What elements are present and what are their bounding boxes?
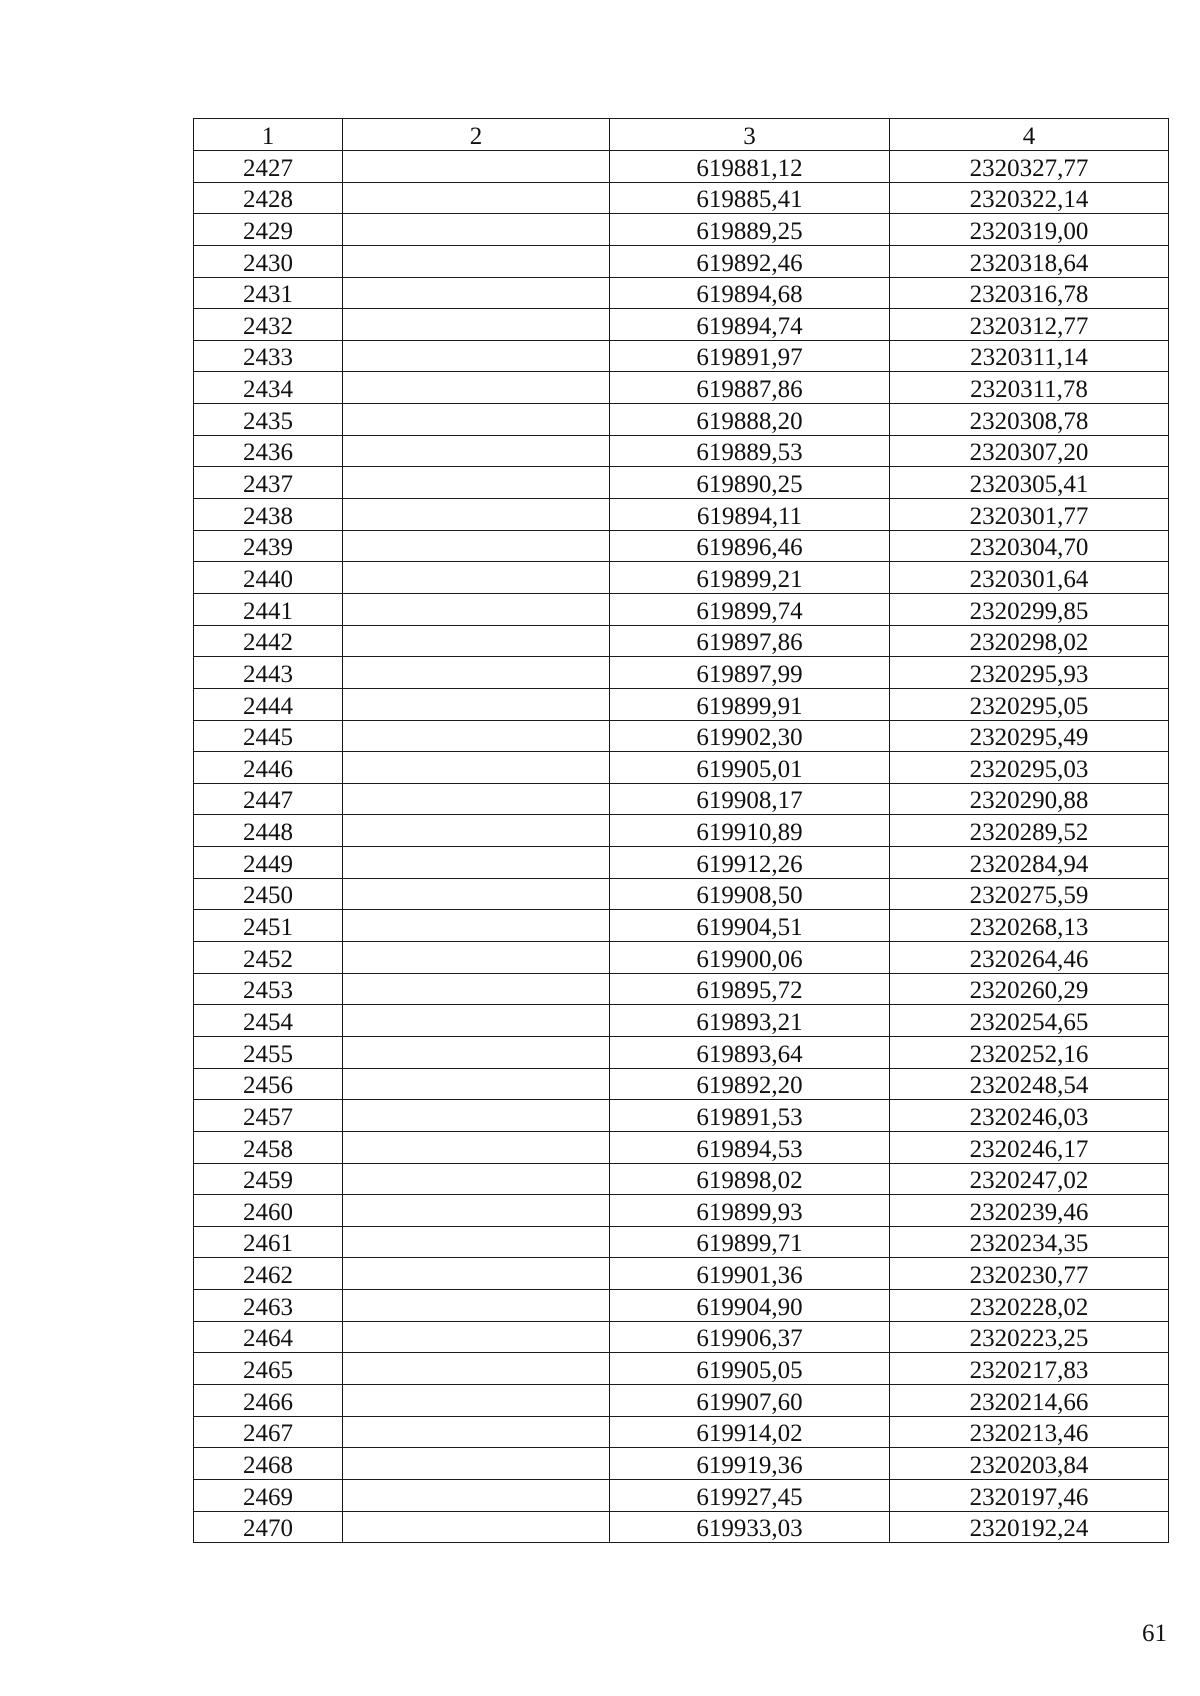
- table-row: [194, 720, 1169, 752]
- coordinate-y-cell: 2320275,59: [890, 878, 1169, 910]
- point-number-cell: 2447: [194, 783, 343, 815]
- description-cell: [343, 1195, 610, 1227]
- table-row: [194, 1384, 1169, 1416]
- table-row: [194, 847, 1169, 879]
- point-number-cell: 2466: [194, 1384, 343, 1416]
- description-cell: [343, 688, 610, 720]
- point-number-cell: 2464: [194, 1321, 343, 1353]
- point-number-cell: 2468: [194, 1448, 343, 1480]
- point-number-cell: 2439: [194, 530, 343, 562]
- table-row: [194, 1005, 1169, 1037]
- coordinate-x-cell: 619894,68: [610, 277, 890, 309]
- description-cell: [343, 1416, 610, 1448]
- coordinate-x-cell: 619899,21: [610, 562, 890, 594]
- table-row: [194, 435, 1169, 467]
- coordinate-x-cell: 619904,90: [610, 1290, 890, 1322]
- description-cell: [343, 878, 610, 910]
- point-number-cell: 2437: [194, 467, 343, 499]
- coordinate-y-cell: 2320234,35: [890, 1226, 1169, 1258]
- description-cell: [343, 340, 610, 372]
- coordinate-x-cell: 619899,91: [610, 688, 890, 720]
- table-row: [194, 372, 1169, 404]
- coordinate-y-cell: 2320295,93: [890, 657, 1169, 689]
- coordinate-x-cell: 619905,05: [610, 1353, 890, 1385]
- point-number-cell: 2452: [194, 942, 343, 974]
- table-row: [194, 783, 1169, 815]
- description-cell: [343, 1448, 610, 1480]
- point-number-cell: 2442: [194, 625, 343, 657]
- coordinate-x-cell: 619894,53: [610, 1131, 890, 1163]
- table-row: [194, 182, 1169, 214]
- header-cell-col-4: 4: [890, 119, 1169, 151]
- description-cell: [343, 151, 610, 183]
- coordinate-y-cell: 2320327,77: [890, 151, 1169, 183]
- table-row: [194, 1195, 1169, 1227]
- page-number: 61: [1142, 1620, 1167, 1647]
- coordinate-y-cell: 2320260,29: [890, 973, 1169, 1005]
- coordinate-y-cell: 2320192,24: [890, 1511, 1169, 1543]
- table-row: [194, 1100, 1169, 1132]
- table-row: [194, 1416, 1169, 1448]
- point-number-cell: 2456: [194, 1068, 343, 1100]
- table-row: [194, 1131, 1169, 1163]
- coordinate-x-cell: 619899,93: [610, 1195, 890, 1227]
- description-cell: [343, 1384, 610, 1416]
- point-number-cell: 2444: [194, 688, 343, 720]
- table-row: [194, 467, 1169, 499]
- point-number-cell: 2438: [194, 499, 343, 531]
- description-cell: [343, 1226, 610, 1258]
- table-row: [194, 625, 1169, 657]
- table-row: [194, 593, 1169, 625]
- coordinate-x-cell: 619892,46: [610, 245, 890, 277]
- table-row: [194, 1321, 1169, 1353]
- coordinate-y-cell: 2320246,17: [890, 1131, 1169, 1163]
- point-number-cell: 2430: [194, 245, 343, 277]
- coordinate-y-cell: 2320223,25: [890, 1321, 1169, 1353]
- coordinate-x-cell: 619888,20: [610, 404, 890, 436]
- table-row: [194, 340, 1169, 372]
- point-number-cell: 2458: [194, 1131, 343, 1163]
- description-cell: [343, 530, 610, 562]
- coordinate-x-cell: 619897,86: [610, 625, 890, 657]
- coordinate-x-cell: 619914,02: [610, 1416, 890, 1448]
- coordinate-x-cell: 619907,60: [610, 1384, 890, 1416]
- coordinate-x-cell: 619898,02: [610, 1163, 890, 1195]
- point-number-cell: 2431: [194, 277, 343, 309]
- table-row: [194, 1290, 1169, 1322]
- header-row: [194, 119, 1169, 151]
- coordinate-y-cell: 2320213,46: [890, 1416, 1169, 1448]
- description-cell: [343, 657, 610, 689]
- coordinate-x-cell: 619908,17: [610, 783, 890, 815]
- table-row: [194, 530, 1169, 562]
- point-number-cell: 2462: [194, 1258, 343, 1290]
- coordinate-y-cell: 2320214,66: [890, 1384, 1169, 1416]
- coordinate-y-cell: 2320304,70: [890, 530, 1169, 562]
- point-number-cell: 2463: [194, 1290, 343, 1322]
- coordinate-x-cell: 619919,36: [610, 1448, 890, 1480]
- coordinate-x-cell: 619887,86: [610, 372, 890, 404]
- coordinate-x-cell: 619894,11: [610, 499, 890, 531]
- description-cell: [343, 973, 610, 1005]
- coordinate-y-cell: 2320301,77: [890, 499, 1169, 531]
- coordinate-y-cell: 2320295,49: [890, 720, 1169, 752]
- table-row: [194, 1163, 1169, 1195]
- table-row: [194, 1479, 1169, 1511]
- table-row: [194, 309, 1169, 341]
- coordinate-x-cell: 619893,64: [610, 1036, 890, 1068]
- coordinate-y-cell: 2320203,84: [890, 1448, 1169, 1480]
- coordinate-x-cell: 619910,89: [610, 815, 890, 847]
- coordinate-x-cell: 619902,30: [610, 720, 890, 752]
- point-number-cell: 2441: [194, 593, 343, 625]
- coordinate-x-cell: 619895,72: [610, 973, 890, 1005]
- description-cell: [343, 1511, 610, 1543]
- table-row: [194, 1258, 1169, 1290]
- point-number-cell: 2445: [194, 720, 343, 752]
- point-number-cell: 2465: [194, 1353, 343, 1385]
- description-cell: [343, 1353, 610, 1385]
- point-number-cell: 2436: [194, 435, 343, 467]
- description-cell: [343, 847, 610, 879]
- coordinate-x-cell: 619893,21: [610, 1005, 890, 1037]
- coordinate-y-cell: 2320252,16: [890, 1036, 1169, 1068]
- coordinate-y-cell: 2320284,94: [890, 847, 1169, 879]
- coordinate-x-cell: 619906,37: [610, 1321, 890, 1353]
- point-number-cell: 2428: [194, 182, 343, 214]
- header-cell-col-3: 3: [610, 119, 890, 151]
- description-cell: [343, 942, 610, 974]
- description-cell: [343, 1321, 610, 1353]
- coordinate-y-cell: 2320318,64: [890, 245, 1169, 277]
- table-row: [194, 404, 1169, 436]
- description-cell: [343, 404, 610, 436]
- description-cell: [343, 815, 610, 847]
- table-row: [194, 1068, 1169, 1100]
- coordinate-y-cell: 2320308,78: [890, 404, 1169, 436]
- point-number-cell: 2446: [194, 752, 343, 784]
- table-row: [194, 1226, 1169, 1258]
- coordinate-x-cell: 619912,26: [610, 847, 890, 879]
- point-number-cell: 2470: [194, 1511, 343, 1543]
- coordinate-x-cell: 619890,25: [610, 467, 890, 499]
- description-cell: [343, 277, 610, 309]
- point-number-cell: 2443: [194, 657, 343, 689]
- coordinate-y-cell: 2320305,41: [890, 467, 1169, 499]
- coordinate-x-cell: 619933,03: [610, 1511, 890, 1543]
- point-number-cell: 2427: [194, 151, 343, 183]
- description-cell: [343, 562, 610, 594]
- table-body: [194, 151, 1169, 1543]
- description-cell: [343, 435, 610, 467]
- table-row: [194, 1036, 1169, 1068]
- coordinate-y-cell: 2320319,00: [890, 214, 1169, 246]
- point-number-cell: 2461: [194, 1226, 343, 1258]
- coordinate-y-cell: 2320228,02: [890, 1290, 1169, 1322]
- point-number-cell: 2467: [194, 1416, 343, 1448]
- description-cell: [343, 372, 610, 404]
- description-cell: [343, 1005, 610, 1037]
- description-cell: [343, 625, 610, 657]
- table-row: [194, 878, 1169, 910]
- table-row: [194, 688, 1169, 720]
- coordinate-x-cell: 619889,25: [610, 214, 890, 246]
- coordinate-y-cell: 2320295,03: [890, 752, 1169, 784]
- description-cell: [343, 1258, 610, 1290]
- description-cell: [343, 245, 610, 277]
- table-header: [194, 119, 1169, 151]
- point-number-cell: 2434: [194, 372, 343, 404]
- coordinate-y-cell: 2320197,46: [890, 1479, 1169, 1511]
- coordinate-x-cell: 619885,41: [610, 182, 890, 214]
- coordinate-x-cell: 619891,53: [610, 1100, 890, 1132]
- table-row: [194, 214, 1169, 246]
- description-cell: [343, 499, 610, 531]
- description-cell: [343, 1290, 610, 1322]
- coordinate-y-cell: 2320248,54: [890, 1068, 1169, 1100]
- table-row: [194, 815, 1169, 847]
- description-cell: [343, 309, 610, 341]
- description-cell: [343, 752, 610, 784]
- table-row: [194, 499, 1169, 531]
- coordinate-x-cell: 619889,53: [610, 435, 890, 467]
- description-cell: [343, 214, 610, 246]
- coordinate-y-cell: 2320289,52: [890, 815, 1169, 847]
- coordinate-y-cell: 2320295,05: [890, 688, 1169, 720]
- description-cell: [343, 1479, 610, 1511]
- point-number-cell: 2460: [194, 1195, 343, 1227]
- coordinate-x-cell: 619901,36: [610, 1258, 890, 1290]
- description-cell: [343, 910, 610, 942]
- coordinate-y-cell: 2320290,88: [890, 783, 1169, 815]
- coordinate-y-cell: 2320311,14: [890, 340, 1169, 372]
- coordinate-y-cell: 2320299,85: [890, 593, 1169, 625]
- coordinate-y-cell: 2320254,65: [890, 1005, 1169, 1037]
- description-cell: [343, 1068, 610, 1100]
- coordinate-y-cell: 2320246,03: [890, 1100, 1169, 1132]
- coordinate-x-cell: 619894,74: [610, 309, 890, 341]
- coordinate-x-cell: 619892,20: [610, 1068, 890, 1100]
- table-row: [194, 1353, 1169, 1385]
- coordinate-y-cell: 2320312,77: [890, 309, 1169, 341]
- point-number-cell: 2455: [194, 1036, 343, 1068]
- header-cell-col-1: 1: [194, 119, 343, 151]
- point-number-cell: 2469: [194, 1479, 343, 1511]
- coordinate-x-cell: 619927,45: [610, 1479, 890, 1511]
- point-number-cell: 2448: [194, 815, 343, 847]
- table-row: [194, 657, 1169, 689]
- table-row: [194, 942, 1169, 974]
- table-row: [194, 1448, 1169, 1480]
- point-number-cell: 2433: [194, 340, 343, 372]
- table-row: [194, 277, 1169, 309]
- coordinate-y-cell: 2320301,64: [890, 562, 1169, 594]
- point-number-cell: 2459: [194, 1163, 343, 1195]
- coordinate-x-cell: 619881,12: [610, 151, 890, 183]
- description-cell: [343, 720, 610, 752]
- point-number-cell: 2453: [194, 973, 343, 1005]
- table-row: [194, 562, 1169, 594]
- description-cell: [343, 1131, 610, 1163]
- table-row: [194, 151, 1169, 183]
- table-row: [194, 1511, 1169, 1543]
- coordinate-y-cell: 2320322,14: [890, 182, 1169, 214]
- coordinate-x-cell: 619891,97: [610, 340, 890, 372]
- coordinate-y-cell: 2320311,78: [890, 372, 1169, 404]
- description-cell: [343, 783, 610, 815]
- coordinate-y-cell: 2320307,20: [890, 435, 1169, 467]
- coordinate-x-cell: 619905,01: [610, 752, 890, 784]
- point-number-cell: 2450: [194, 878, 343, 910]
- coordinate-x-cell: 619900,06: [610, 942, 890, 974]
- coordinate-x-cell: 619904,51: [610, 910, 890, 942]
- table-row: [194, 910, 1169, 942]
- point-number-cell: 2440: [194, 562, 343, 594]
- table-row: [194, 752, 1169, 784]
- point-number-cell: 2451: [194, 910, 343, 942]
- point-number-cell: 2457: [194, 1100, 343, 1132]
- description-cell: [343, 1100, 610, 1132]
- coordinate-y-cell: 2320298,02: [890, 625, 1169, 657]
- description-cell: [343, 593, 610, 625]
- coordinate-x-cell: 619908,50: [610, 878, 890, 910]
- coordinate-x-cell: 619899,74: [610, 593, 890, 625]
- coordinate-x-cell: 619896,46: [610, 530, 890, 562]
- coordinate-x-cell: 619897,99: [610, 657, 890, 689]
- point-number-cell: 2435: [194, 404, 343, 436]
- point-number-cell: 2432: [194, 309, 343, 341]
- table-row: [194, 973, 1169, 1005]
- header-cell-col-2: 2: [343, 119, 610, 151]
- coordinate-y-cell: 2320264,46: [890, 942, 1169, 974]
- description-cell: [343, 1163, 610, 1195]
- table-row: [194, 245, 1169, 277]
- coordinate-y-cell: 2320239,46: [890, 1195, 1169, 1227]
- coordinate-y-cell: 2320268,13: [890, 910, 1169, 942]
- point-number-cell: 2429: [194, 214, 343, 246]
- description-cell: [343, 182, 610, 214]
- coordinates-table: [193, 118, 1169, 1543]
- description-cell: [343, 467, 610, 499]
- coordinate-y-cell: 2320247,02: [890, 1163, 1169, 1195]
- point-number-cell: 2454: [194, 1005, 343, 1037]
- coordinate-y-cell: 2320230,77: [890, 1258, 1169, 1290]
- description-cell: [343, 1036, 610, 1068]
- coordinate-y-cell: 2320217,83: [890, 1353, 1169, 1385]
- coordinate-y-cell: 2320316,78: [890, 277, 1169, 309]
- point-number-cell: 2449: [194, 847, 343, 879]
- coordinate-x-cell: 619899,71: [610, 1226, 890, 1258]
